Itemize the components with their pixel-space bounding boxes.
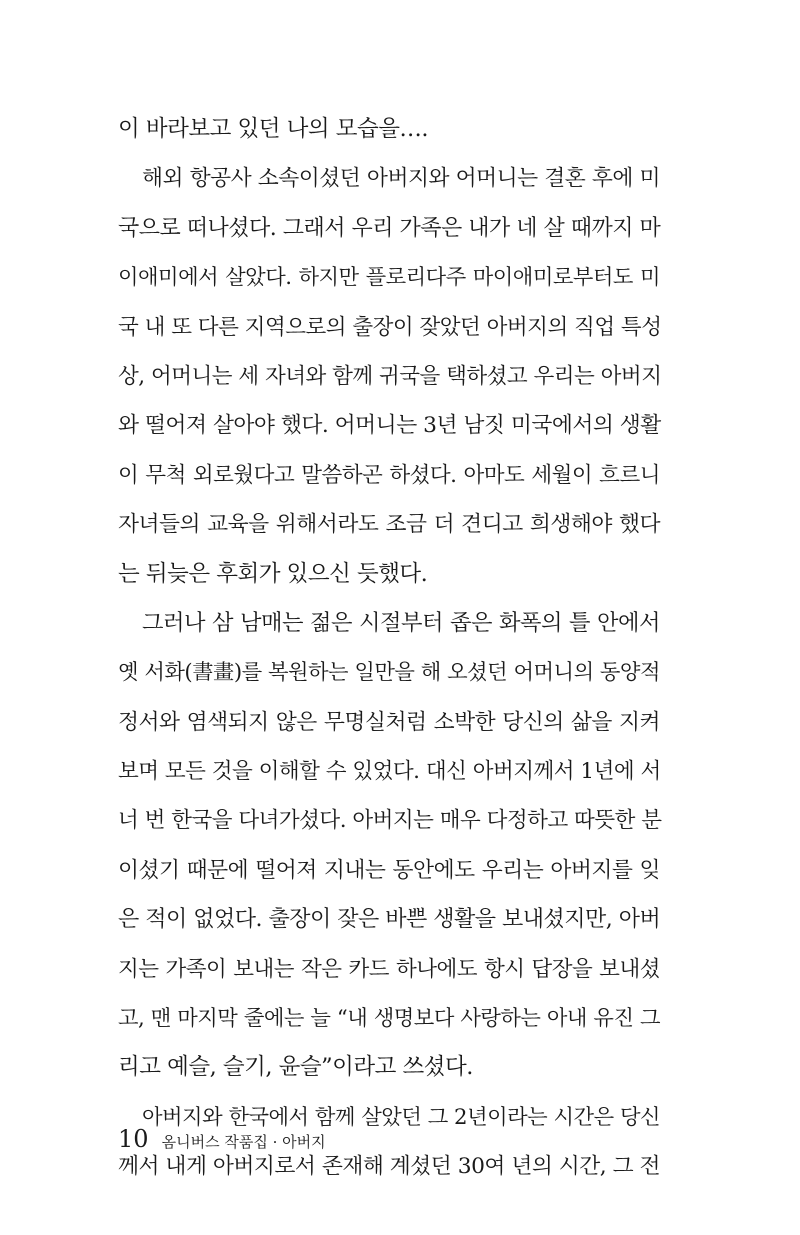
text-line: 너 번 한국을 다녀가셨다. 아버지는 매우 다정하고 따뜻한 분 <box>118 808 662 834</box>
text-line: 그러나 삼 남매는 젊은 시절부터 좁은 화폭의 틀 안에서 <box>142 609 660 636</box>
text-line: 정서와 염색되지 않은 무명실처럼 소박한 당신의 삶을 지켜 <box>118 709 660 735</box>
text-line: 보며 모든 것을 이해할 수 있었다. 대신 아버지께서 1년에 서 <box>118 759 661 785</box>
text-line: 국으로 떠나셨다. 그래서 우리 가족은 내가 네 살 때까지 마 <box>118 215 661 241</box>
text-line: 이셨기 때문에 떨어져 지내는 동안에도 우리는 아버지를 잊 <box>118 857 660 883</box>
text-line: 이 바라보고 있던 나의 모습을…. <box>118 116 429 142</box>
text-line: 고, 맨 마지막 줄에는 늘 “내 생명보다 사랑하는 아내 유진 그 <box>118 1006 660 1032</box>
text-line: 자녀들의 교육을 위해서라도 조금 더 견디고 희생해야 했다 <box>118 512 660 538</box>
page-number: 10 <box>118 1125 149 1153</box>
text-line: 옛 서화(書畫)를 복원하는 일만을 해 오셨던 어머니의 동양적 <box>118 660 660 686</box>
text-line: 지는 가족이 보내는 작은 카드 하나에도 항시 답장을 보내셨 <box>118 956 660 982</box>
page-footer <box>118 1124 326 1157</box>
text-line: 이 무척 외로웠다고 말씀하곤 하셨다. 아마도 세월이 흐르니 <box>118 462 660 488</box>
text-line: 은 적이 없었다. 출장이 잦은 바쁜 생활을 보내셨지만, 아버 <box>118 907 661 933</box>
text-line: 와 떨어져 살아야 했다. 어머니는 3년 남짓 미국에서의 생활 <box>118 413 661 439</box>
text-line: 해외 항공사 소속이셨던 아버지와 어머니는 결혼 후에 미 <box>142 166 660 192</box>
body-text <box>118 105 660 1192</box>
running-title: 옴니버스 작품집 · 아버지 <box>161 1133 326 1151</box>
text-line: 이애미에서 살았다. 하지만 플로리다주 마이애미로부터도 미 <box>118 265 660 291</box>
text-line: 리고 예슬, 슬기, 윤슬”이라고 쓰셨다. <box>118 1054 473 1081</box>
text-line: 께서 내게 아버지로서 존재해 계셨던 30여 년의 시간, 그 전 <box>118 1154 661 1180</box>
text-line: 상, 어머니는 세 자녀와 함께 귀국을 택하셨고 우리는 아버지 <box>118 363 662 389</box>
text-line: 는 뒤늦은 후회가 있으신 듯했다. <box>118 560 428 587</box>
text-line: 국 내 또 다른 지역으로의 출장이 잦았던 아버지의 직업 특성 <box>118 314 662 340</box>
text-line: 아버지와 한국에서 함께 살았던 그 2년이라는 시간은 당신 <box>142 1104 660 1130</box>
